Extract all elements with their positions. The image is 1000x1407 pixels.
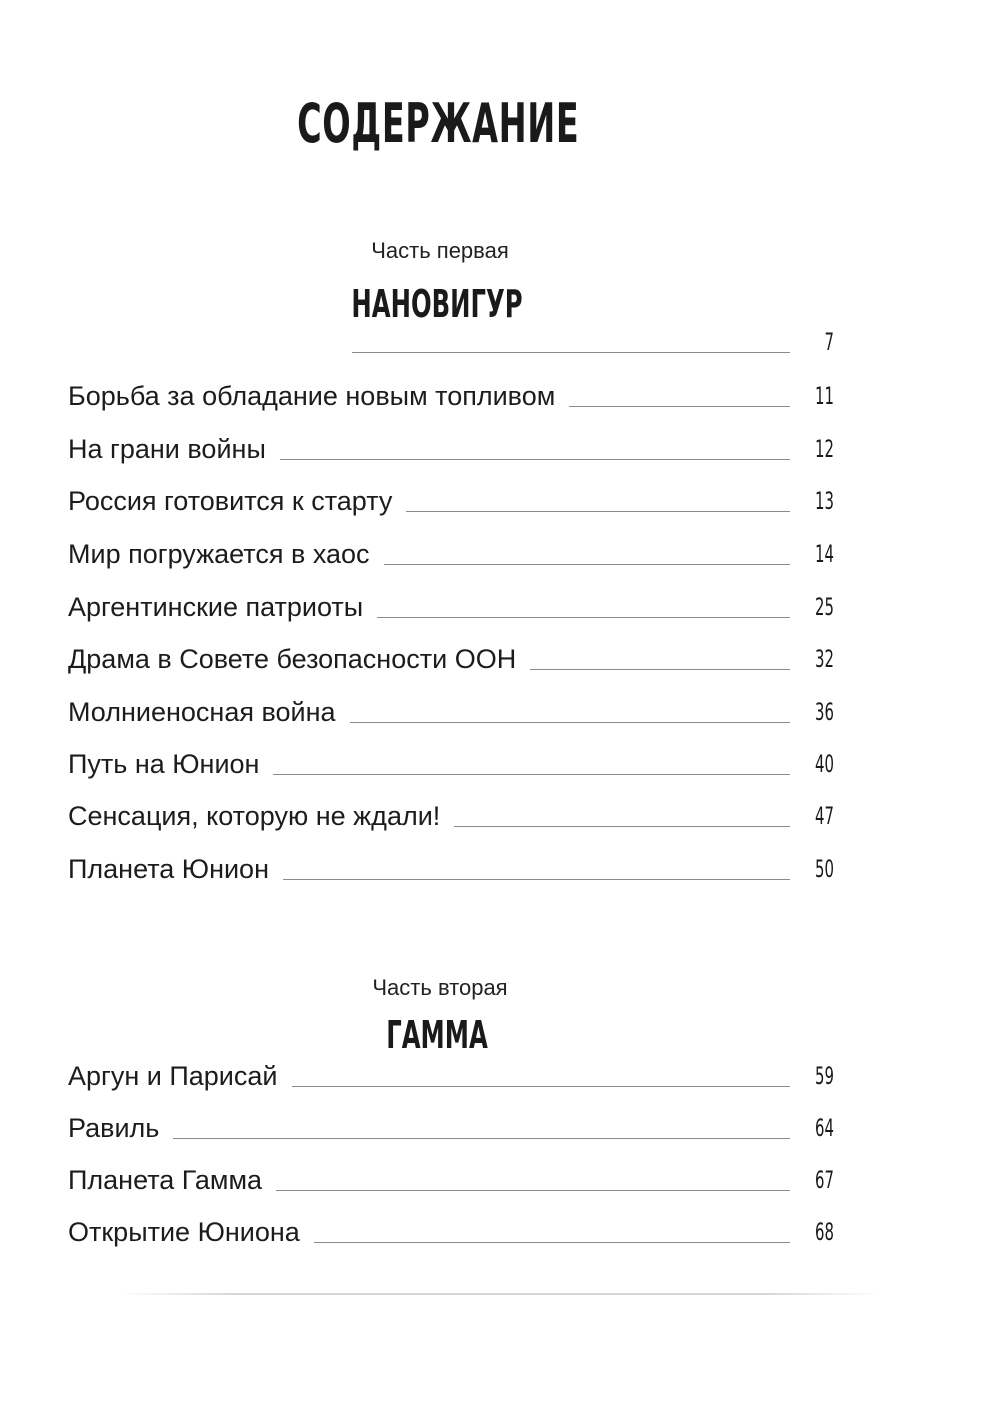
page-number: 12 xyxy=(815,435,834,463)
page-number: 13 xyxy=(815,487,834,515)
entry-title: Путь на Юнион xyxy=(68,749,260,779)
entry-title: Аргун и Парисай xyxy=(68,1061,278,1091)
page-number: 67 xyxy=(815,1166,834,1194)
dot-leader xyxy=(283,878,790,880)
dot-leader xyxy=(352,351,790,353)
entry-title: Равиль xyxy=(68,1113,160,1143)
page-title: СОДЕРЖАНИЕ xyxy=(297,92,580,155)
page-number: 59 xyxy=(815,1062,834,1090)
dot-leader xyxy=(377,616,790,618)
toc-entry[interactable] xyxy=(68,1052,834,1092)
page-number: 47 xyxy=(815,802,834,830)
dot-leader xyxy=(530,668,790,670)
dot-leader xyxy=(406,510,790,512)
entry-title: На грани войны xyxy=(68,434,266,464)
entry-title: Драма в Совете безопасности ООН xyxy=(68,644,517,674)
dot-leader xyxy=(273,773,790,775)
page-number: 36 xyxy=(815,698,834,726)
dot-leader xyxy=(280,458,790,460)
page-number: 32 xyxy=(815,645,834,673)
dot-leader xyxy=(276,1189,790,1191)
page-number: 7 xyxy=(824,328,834,356)
entry-title: Планета Гамма xyxy=(68,1165,263,1195)
toc-entry[interactable] xyxy=(68,583,834,623)
toc-entry[interactable] xyxy=(68,530,834,570)
page-number: 11 xyxy=(815,382,834,410)
toc-entry[interactable] xyxy=(68,635,834,675)
entry-title: Аргентинские патриоты xyxy=(68,592,364,622)
toc-entry[interactable] xyxy=(68,1156,834,1196)
page-number: 68 xyxy=(815,1218,834,1246)
toc-entry[interactable] xyxy=(68,740,834,780)
toc-entry[interactable] xyxy=(68,845,834,885)
part-one-intro-row[interactable] xyxy=(352,318,834,358)
toc-entry[interactable] xyxy=(68,792,834,832)
page-number: 14 xyxy=(815,540,834,568)
page-bottom-edge xyxy=(120,1293,880,1295)
entry-title: Открытие Юниона xyxy=(68,1217,300,1247)
toc-entry[interactable] xyxy=(68,688,834,728)
toc-entry[interactable] xyxy=(68,1208,834,1248)
part-two-label: Часть вторая xyxy=(372,975,508,1000)
part-one-label: Часть первая xyxy=(371,238,509,263)
toc-entry[interactable] xyxy=(68,372,834,412)
part-one-title: НАНОВИГУР xyxy=(351,282,523,326)
part-two-title: ГАММА xyxy=(386,1013,488,1057)
toc-entry[interactable] xyxy=(68,477,834,517)
page-number: 25 xyxy=(815,593,834,621)
entry-title: Молниеносная война xyxy=(68,697,336,727)
entry-title: Мир погружается в хаос xyxy=(68,539,370,569)
dot-leader xyxy=(454,825,790,827)
dot-leader xyxy=(350,721,790,723)
dot-leader xyxy=(384,563,790,565)
entry-title: Планета Юнион xyxy=(68,854,269,884)
toc-entry[interactable] xyxy=(68,425,834,465)
page-number: 50 xyxy=(815,855,834,883)
entry-title: Борьба за обладание новым топливом xyxy=(68,381,556,411)
dot-leader xyxy=(292,1085,791,1087)
toc-entry[interactable] xyxy=(68,1104,834,1144)
page-number: 64 xyxy=(815,1114,834,1142)
entry-title: Сенсация, которую не ждали! xyxy=(68,801,441,831)
dot-leader xyxy=(173,1137,790,1139)
page-number: 40 xyxy=(815,750,834,778)
dot-leader xyxy=(569,405,790,407)
entry-title: Россия готовится к старту xyxy=(68,486,393,516)
dot-leader xyxy=(314,1241,790,1243)
